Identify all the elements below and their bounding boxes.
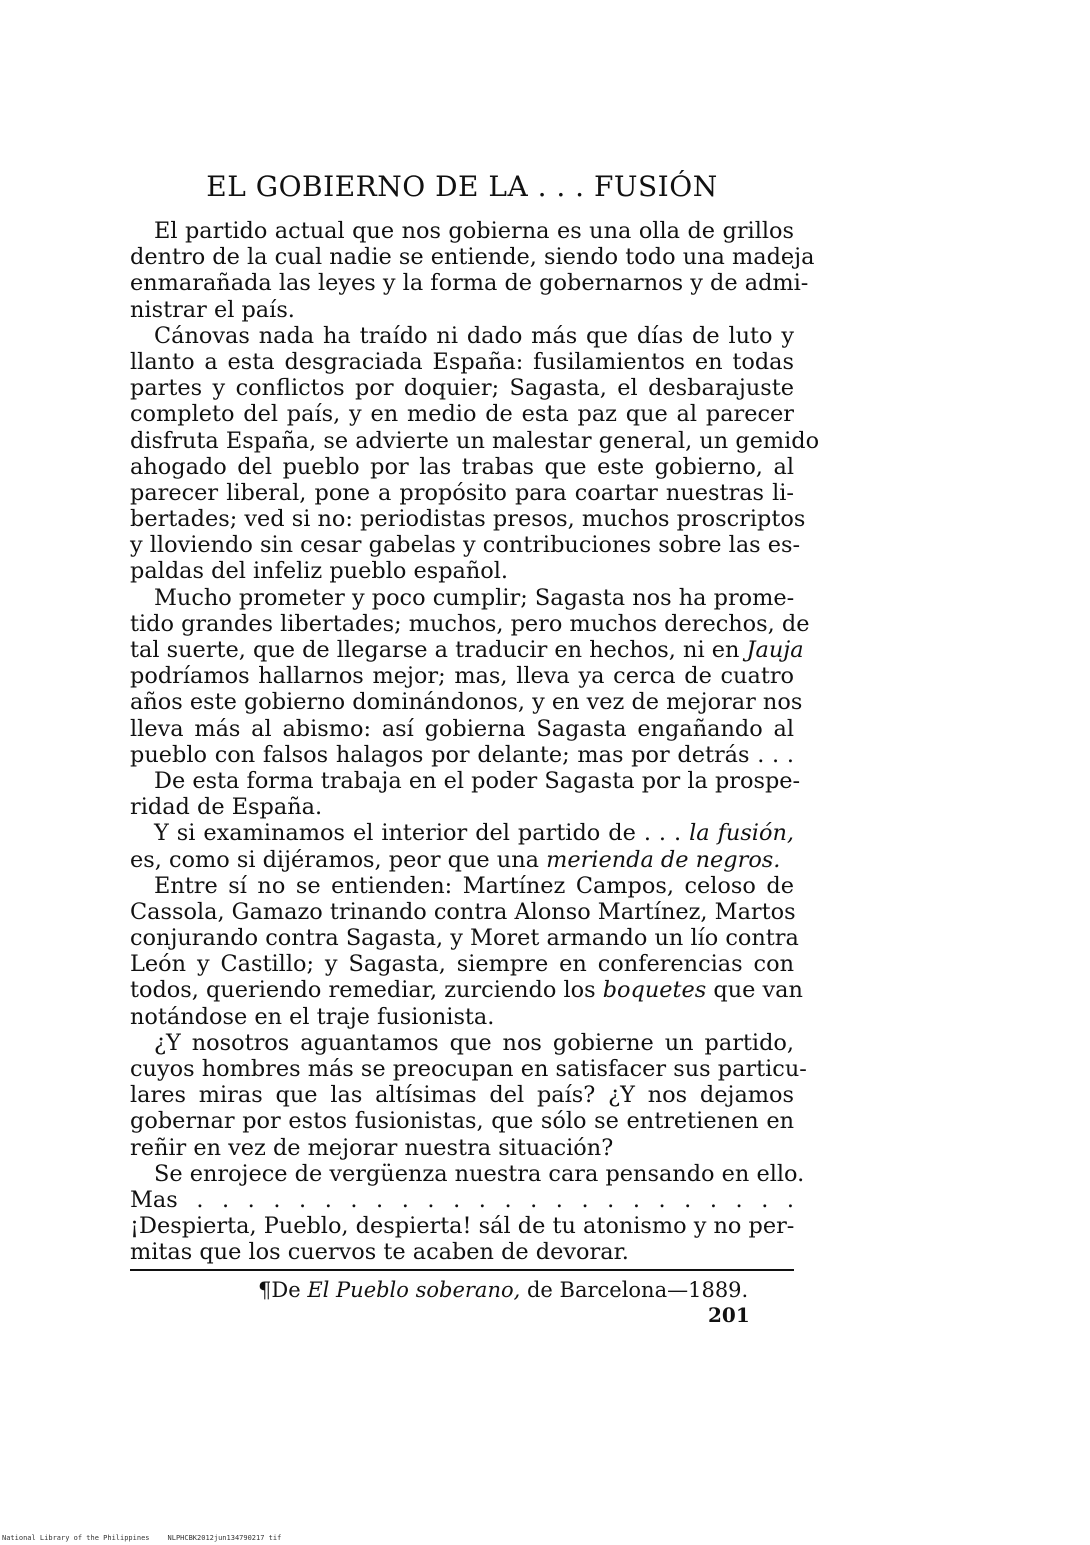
text-line bbox=[130, 925, 799, 952]
source-footnote bbox=[258, 1278, 748, 1302]
footnote-publication: El Pueblo soberano, bbox=[307, 1278, 521, 1302]
text-line bbox=[130, 847, 794, 873]
text-line bbox=[130, 663, 794, 689]
text-line bbox=[130, 951, 794, 977]
text-line-content: ahogado del pueblo por las trabas que este gobierno, al bbox=[130, 453, 794, 480]
text-line-content: años este gobierno dominándonos, y en vez de mejorar nos bbox=[130, 689, 803, 716]
text-line bbox=[130, 349, 794, 375]
footer-library: National Library of the Philippines bbox=[2, 1534, 150, 1542]
text-line-content: tal suerte, que de llegarse a traducir en hechos, ni en bbox=[130, 637, 747, 663]
text-line bbox=[130, 244, 815, 271]
text-line-content: cuyos hombres más se preocupan en satisfacer sus particu- bbox=[130, 1056, 807, 1082]
text-line-content: ¡Despierta, Pueblo, despierta! sál de tu atonismo y no per- bbox=[130, 1213, 795, 1240]
text-line bbox=[130, 297, 794, 323]
emphasis-text: Jauja bbox=[746, 637, 804, 663]
text-line-content: es, como si dijéramos, peor que una bbox=[130, 846, 547, 873]
text-line bbox=[130, 1187, 794, 1213]
text-line-content: notándose en el traje fusionista. bbox=[130, 1003, 495, 1030]
text-line-content: podríamos hallarnos mejor; mas, lleva ya cerca de cuatro bbox=[130, 663, 794, 690]
footer-file-id: NLPHCBK2012jun134790217 tif bbox=[167, 1534, 282, 1542]
text-line bbox=[130, 1160, 805, 1187]
text-line-content: completo del país, y en medio de esta paz que al parecer bbox=[130, 401, 794, 428]
text-line-content: y lloviendo sin cesar gabelas y contribuciones sobre las es- bbox=[130, 532, 801, 559]
text-line-content: ridad de España. bbox=[130, 794, 323, 821]
text-line-content: Mas . . . . . . . . . . . . . . . . . . . . . . . . bbox=[130, 1186, 794, 1213]
text-line bbox=[130, 1056, 807, 1082]
page-number: 201 bbox=[708, 1303, 750, 1327]
text-line-content: mitas que los cuervos te acaben de devorar. bbox=[130, 1239, 629, 1266]
text-line-content: lleva más al abismo: así gobierna Sagasta engañando al bbox=[130, 715, 794, 742]
footnote-prefix: ¶De bbox=[258, 1278, 308, 1302]
text-line bbox=[130, 401, 794, 427]
text-line bbox=[130, 454, 794, 480]
text-line bbox=[130, 323, 794, 349]
text-line-tail: que van bbox=[706, 977, 803, 1004]
text-line bbox=[130, 899, 794, 925]
footnote-divider bbox=[130, 1269, 794, 1271]
text-line bbox=[130, 506, 806, 533]
article-body bbox=[130, 218, 820, 1266]
text-line bbox=[130, 480, 794, 506]
scan-footer bbox=[2, 1534, 281, 1542]
emphasis-text: merienda de negros. bbox=[546, 846, 781, 873]
text-line bbox=[130, 270, 809, 297]
text-line bbox=[130, 689, 803, 716]
page-title: EL GOBIERNO DE LA . . . FUSIÓN bbox=[206, 170, 718, 203]
text-line-content: lares miras que las altísimas del país? ¿Y nos dejamos bbox=[130, 1082, 794, 1109]
text-line-content: Cánovas nada ha traído ni dado más que días de luto y bbox=[154, 322, 794, 349]
text-line bbox=[130, 375, 794, 401]
text-line-content: Entre sí no se entienden: Martínez Campos, celoso de bbox=[154, 872, 794, 899]
text-line-content: De esta forma trabaja en el poder Sagasta por la prospe- bbox=[154, 767, 801, 794]
text-line-content: gobernar por estos fusionistas, que sólo se entretienen en bbox=[130, 1108, 794, 1135]
text-line bbox=[130, 610, 810, 637]
text-line bbox=[130, 716, 794, 742]
text-line-content: pueblo con falsos halagos por delante; mas por detrás . . . bbox=[130, 741, 794, 768]
text-line-content: tido grandes libertades; muchos, pero muchos derechos, de bbox=[130, 610, 810, 637]
text-line-content: parecer liberal, pone a propósito para coartar nuestras li- bbox=[130, 479, 794, 506]
text-line-content: todos, queriendo remediar, zurciendo los bbox=[130, 977, 603, 1004]
emphasis-text: boquetes bbox=[602, 977, 707, 1004]
text-line bbox=[130, 1004, 794, 1030]
text-line bbox=[130, 532, 801, 559]
text-line-content: Cassola, Gamazo trinando contra Alonso Martínez, Martos bbox=[130, 898, 796, 925]
text-line-content: ¿Y nosotros aguantamos que nos gobierne un partido, bbox=[154, 1029, 794, 1056]
text-line bbox=[130, 794, 794, 820]
text-line-content: nistrar el país. bbox=[130, 296, 295, 323]
text-line bbox=[130, 558, 794, 584]
text-line bbox=[130, 585, 794, 611]
text-line-content: paldas del infeliz pueblo español. bbox=[130, 558, 509, 585]
text-line-content: Y si examinamos el interior del partido de . . . bbox=[154, 820, 690, 847]
text-line-content: Se enrojece de vergüenza nuestra cara pensando en ello. bbox=[154, 1160, 805, 1187]
text-line bbox=[130, 1108, 794, 1134]
text-line-content: reñir en vez de mejorar nuestra situación? bbox=[130, 1134, 614, 1161]
text-line-content: dentro de la cual nadie se entiende, siendo todo una madeja bbox=[130, 244, 815, 271]
emphasis-text: la fusión, bbox=[689, 820, 794, 847]
text-line bbox=[130, 977, 803, 1004]
text-line bbox=[130, 1213, 794, 1239]
text-line bbox=[130, 1239, 794, 1265]
text-line bbox=[130, 218, 794, 244]
text-line bbox=[130, 742, 794, 768]
text-line-content: enmarañada las leyes y la forma de gobernarnos y de admi- bbox=[130, 270, 809, 297]
text-line-content: llanto a esta desgraciada España: fusilamientos en todas bbox=[130, 348, 794, 375]
text-line-content: Mucho prometer y poco cumplir; Sagasta nos ha prome- bbox=[154, 584, 795, 611]
text-line bbox=[130, 767, 801, 794]
text-line bbox=[130, 1030, 794, 1056]
text-line-content: León y Castillo; y Sagasta, siempre en conferencias con bbox=[130, 951, 794, 978]
text-line-content: partes y conflictos por doquier; Sagasta, el desbarajuste bbox=[130, 375, 794, 402]
text-line bbox=[130, 637, 804, 663]
text-line bbox=[130, 427, 820, 454]
text-line bbox=[130, 1135, 794, 1161]
text-line bbox=[130, 820, 794, 846]
text-line-content: bertades; ved si no: periodistas presos, muchos proscriptos bbox=[130, 506, 806, 533]
text-line-content: disfruta España, se advierte un malestar general, un gemido bbox=[130, 427, 820, 454]
text-line bbox=[130, 1082, 794, 1108]
footnote-suffix: de Barcelona—1889. bbox=[520, 1278, 749, 1302]
text-line bbox=[130, 873, 794, 899]
text-line-content: El partido actual que nos gobierna es una olla de grillos bbox=[154, 218, 794, 244]
text-line-content: conjurando contra Sagasta, y Moret armando un lío contra bbox=[130, 925, 799, 952]
